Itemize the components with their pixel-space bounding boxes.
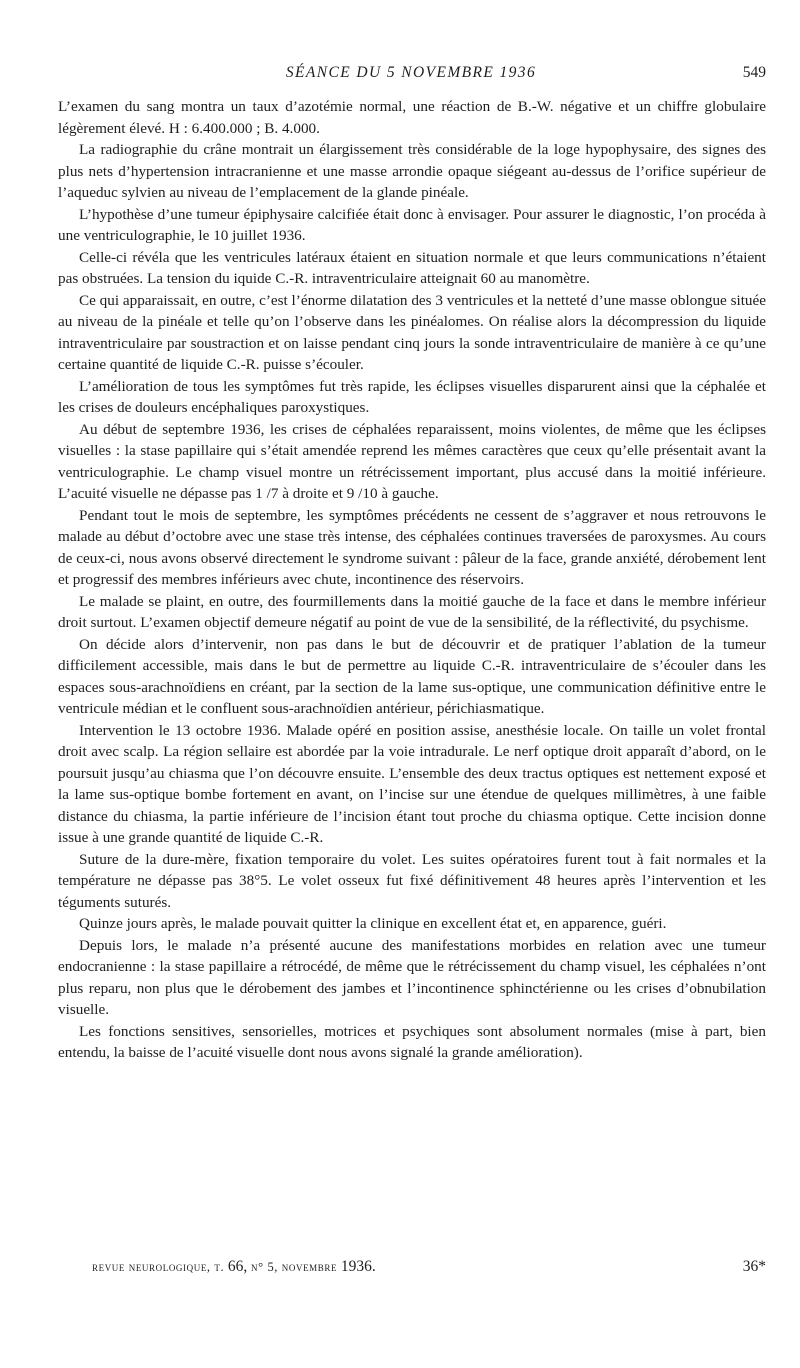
page-footer [92,1258,766,1282]
paragraph: Pendant tout le mois de septembre, les symptômes précédents ne cessent de s’aggraver et nous retrouvons le malade au début d’octobre avec une stase très intense, des céphalées continues traversées de paroxysmes. Au cours de ceux-ci, nous avons observé directement le syndrome suivant : pâleur de la face, grande anxiété, dérobement lent et progressif des membres inférieurs avec chute, incontinence des réservoirs. [58,506,766,588]
journal-year: 1936. [340,1258,376,1275]
paragraph: Celle-ci révéla que les ventricules latéraux étaient en situation normale et que leurs communications n’étaient pas obstruées. La tension du iquide C.-R. intraventriculaire atteignait 60 au manomètre. [58,248,766,287]
paragraph: Ce qui apparaissait, en outre, c’est l’énorme dilatation des 3 ventricules et la netteté d’une masse oblongue située au niveau de la pinéale et telle qu’on l’observe dans les pinéalomes. On réalise alors la décompression du liquide intraventriculaire par soustraction et on laisse pendant cinq jours la sonde intraventriculaire de manière à ce qu’une certaine quantité de liquide C.-R. puisse s’écouler. [58,291,767,373]
journal-name: revue neurologique, t. [92,1260,225,1274]
paragraph: Depuis lors, le malade n’a présenté aucune des manifestations morbides en relation avec une tumeur endocranienne : la stase papillaire a rétrocédé, de même que le rétrécissement du champ visuel, les céphalées n’ont plus reparu, non plus que le dérobement des jambes et l’incontinence sphinctérienne ou les crises d’obnubilation visuelle. [58,936,766,1018]
paragraph: Intervention le 13 octobre 1936. Malade opéré en position assise, anesthésie locale. On taille un volet frontal droit avec scalp. La région sellaire est abordée par la voie intradurale. Le nerf optique droit apparaît d’abord, on le poursuit jusqu’au chiasma que l’on découvre ensuite. L’ensemble des deux tractus optiques est nettement exposé et la lame sus-optique bombe fortement en avant, on l’incise sur une étendue de quelques millimètres, à une faible distance du chiasma, la partie inférieure de l’incision étant tout proche du chiasma optique. Cette incision donne issue à une grande quantité de liquide C.-R. [58,721,766,846]
paragraph: L’hypothèse d’une tumeur épiphysaire calcifiée était donc à envisager. Pour assurer le diagnostic, l’on procéda à une ventriculographie, le 10 juillet 1936. [58,205,766,244]
running-header [56,64,766,88]
paragraph: On décide alors d’intervenir, non pas dans le but de découvrir et de pratiquer l’ablation de la tumeur difficilement accessible, mais dans le but de permettre au liquide C.-R. intraventriculaire de s’écouler dans les espaces sous-arachnoïdiens en créant, par la section de la lame sus-optique, une communication définitive entre le ventricule médian et le confluent sous-arachnoïdien antérieur, périchiasmatique. [58,635,766,717]
running-title: SÉANCE DU 5 NOVEMBRE 1936 [285,64,537,81]
paragraph: Quinze jours après, le malade pouvait quitter la clinique en excellent état et, en apparence, guéri. [79,915,667,932]
paragraph: L’examen du sang montra un taux d’azotémie normal, une réaction de B.-W. négative et un chiffre globulaire légèrement élevé. H : 6.400.000 ; B. 4.000. [58,98,766,137]
paragraph: Les fonctions sensitives, sensorielles, motrices et psychiques sont absolument normales (mise à part, bien entendu, la baisse de l’acuité visuelle dont nous avons signalé la grande amélioration). [58,1022,766,1061]
paragraph: La radiographie du crâne montrait un élargissement très considérable de la loge hypophysaire, des signes des plus nets d’hypertension intracranienne et une masse arrondie opaque siégeant au-dessus de l’orifice supérieur de l’aqueduc sylvien au niveau de l’emplacement de la glande pinéale. [58,141,766,201]
paragraph: Au début de septembre 1936, les crises de céphalées reparaissent, moins violentes, de même que les éclipses visuelles : la stase papillaire qui s’était amendée reprend les mêmes caractères que ceux qu’elle présentait avant la ventriculographie. Le champ visuel montre un rétrécissement important, plus accusé dans la moitié inférieure. L’acuité visuelle ne dépasse pas 1 /7 à droite et 9 /10 à gauche. [58,420,766,502]
page-number: 549 [742,64,766,81]
journal-citation [92,1258,376,1276]
paragraph: Le malade se plaint, en outre, des fourmillements dans la moitié gauche de la face et dans le membre inférieur droit surtout. L’examen objectif demeure négatif au point de vue de la sensibilité, de la réflectivité, du psychisme. [58,592,766,631]
paragraph: L’amélioration de tous les symptômes fut très rapide, les éclipses visuelles disparurent ainsi que la céphalée et les crises de douleurs encéphaliques paroxystiques. [58,377,766,416]
paragraph: Suture de la dure-mère, fixation temporaire du volet. Les suites opératoires furent tout à fait normales et la température ne dépasse pas 38°5. Le volet osseux fut fixé définitivement 48 heures après l’intervention et les téguments suturés. [58,850,766,911]
journal-number: n° 5, [251,1260,279,1274]
journal-volume: 66, [227,1258,248,1275]
article-body [58,96,766,1064]
sheet-mark: 36* [742,1258,766,1275]
journal-month: novembre [281,1260,338,1274]
